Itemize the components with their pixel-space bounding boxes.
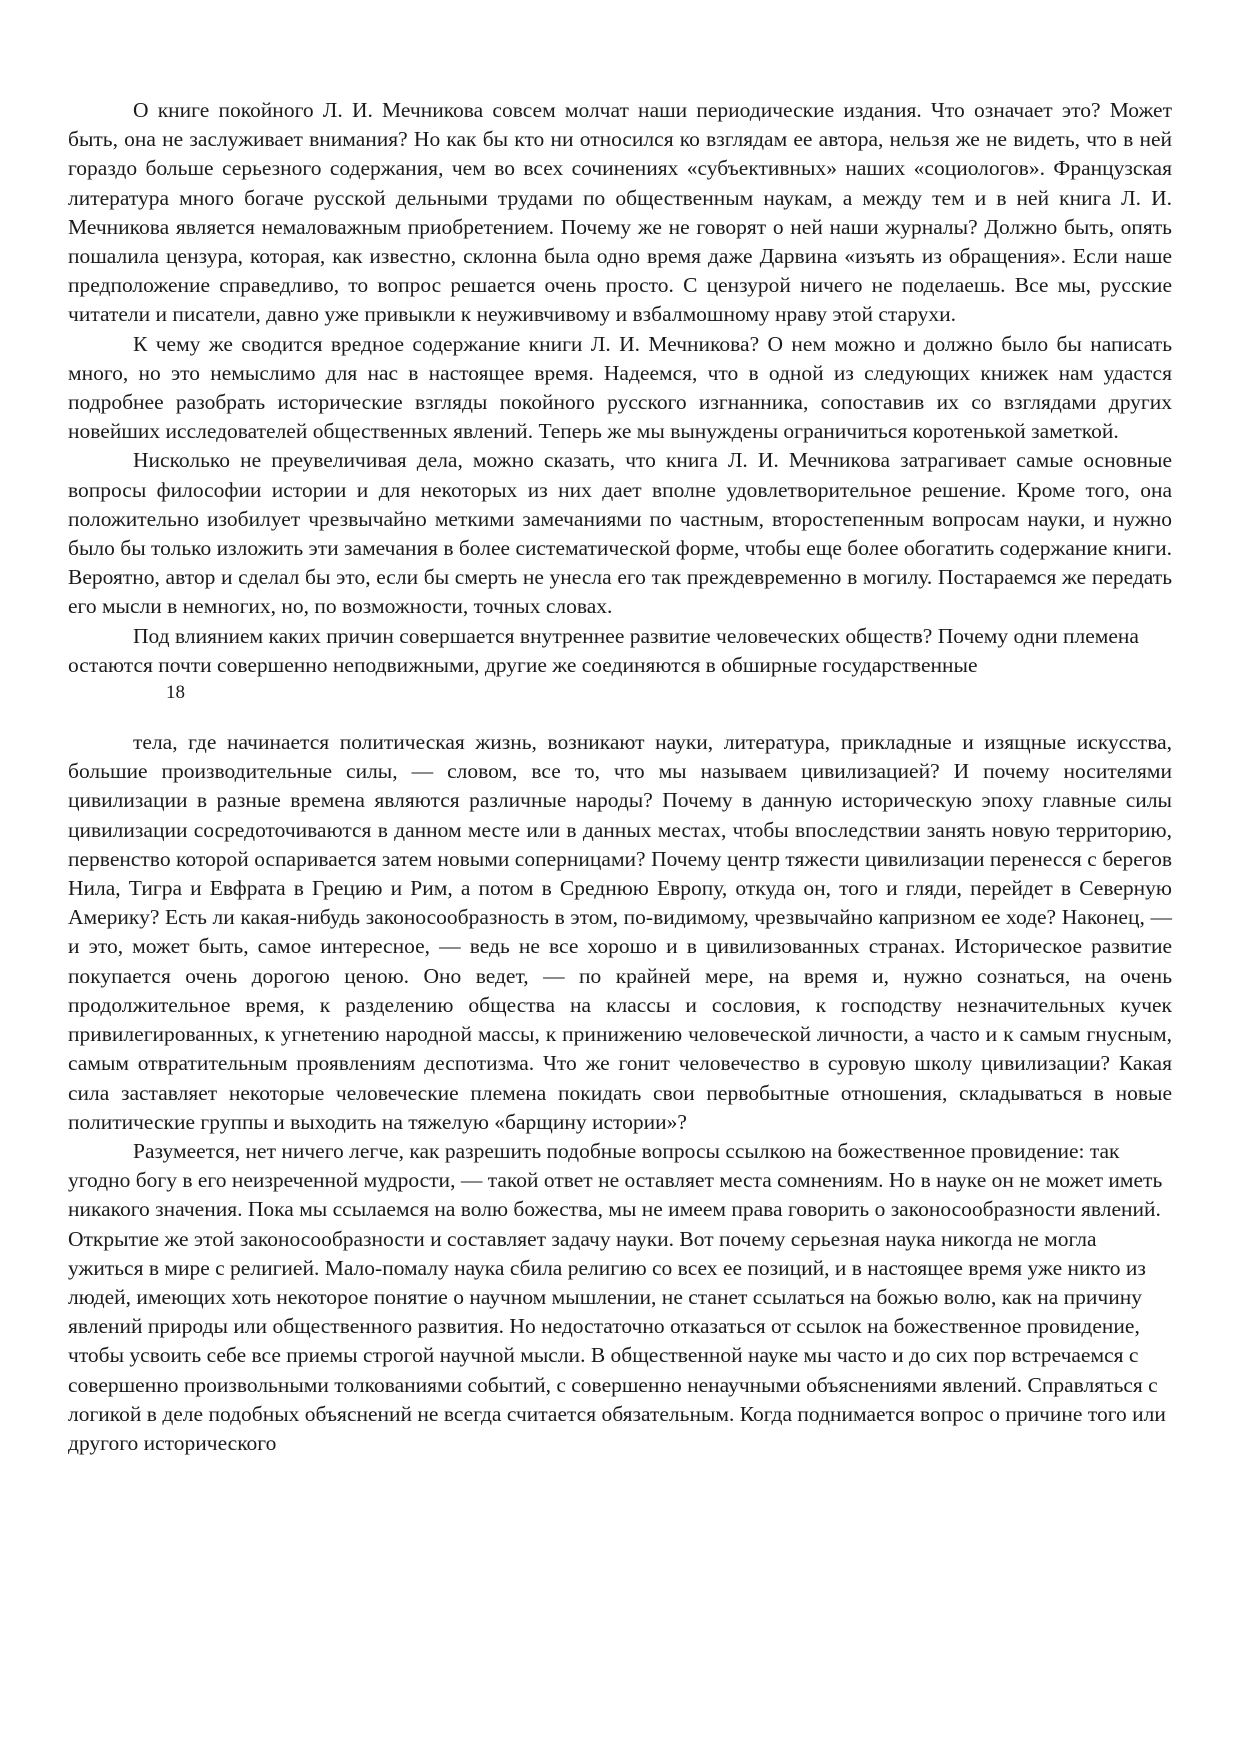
paragraph-6: Разумеется, нет ничего легче, как разрешить подобные вопросы ссылкою на божественное провидение: так угодно богу в его неизреченной мудрости, — такой ответ не оставляет места сомнениям. Но в науке он не может иметь никакого значения. Пока мы ссылаемся на волю божества, мы не имеем права говорить о законосообразности явлений. Открытие же этой законосообразности и составляет задачу науки. Вот почему серьезная наука никогда не могла ужиться в мире с религией. Мало-помалу наука сбила религию со всех ее позиций, и в настоящее время уже никто из людей, имеющих хоть некоторое понятие о научном мышлении, не станет ссылаться на божью волю, как на причину явлений природы или общественного развития. Но недостаточно отказаться от ссылок на божественное провидение, чтобы усвоить себе все приемы строгой научной мысли. В общественной науке мы часто и до сих пор встречаемся с совершенно произвольными толкованиями событий, с совершенно ненаучными объяснениями явлений. Справляться с логикой в деле подобных объяснений не всегда считается обязательным. Когда поднимается вопрос о причине того или другого исторического: [68, 1138, 1166, 1455]
paragraph-5: тела, где начинается политическая жизнь, возникают науки, литература, прикладные и изящные искусства, большие производительные силы, — словом, все то, что мы называем цивилизацией? И почему носителями цивилизации в разные времена являются различные народы? Почему в данную историческую эпоху главные силы цивилизации сосредоточиваются в данном месте или в данных местах, чтобы впоследствии занять новую территорию, первенство которой оспаривается затем новыми соперницами? Почему центр тяжести цивилизации перенесся с берегов Нила, Тигра и Евфрата в Грецию и Рим, а потом в Среднюю Европу, откуда он, того и гляди, перейдет в Северную Америку? Есть ли какая-нибудь законосообразность в этом, по-видимому, чрезвычайно капризном ее ходе? Наконец, — и это, может быть, самое интересное, — ведь не все хорошо и в цивилизованных странах. Историческое развитие покупается очень дорогою ценою. Оно ведет, — по крайней мере, на время и, нужно сознаться, на очень продолжительное время, к разделению общества на классы и сословия, к господству незначительных кучек привилегированных, к угнетению народной массы, к принижению человеческой личности, а часто и к самым гнусным, самым отвратительным проявлениям деспотизма. Что же гонит человечество в суровую школу цивилизации? Какая сила заставляет некоторые человеческие племена покидать свои первобытные отношения, складываться в новые политические группы и выходить на тяжелую «барщину истории»?: [68, 730, 1172, 1134]
paragraph-1: О книге покойного Л. И. Мечникова совсем молчат наши периодические издания. Что означает это? Может быть, она не заслуживает внимания? Но как бы кто ни относился ко взглядам ее автора, нельзя же не видеть, что в ней гораздо больше серьезного содержания, чем во всех сочинениях «субъективных» наших «социологов». Французская литература много богаче русской дельными трудами по общественным наукам, а между тем и в ней книга Л. И. Мечникова является немаловажным приобретением. Почему же не говорят о ней наши журналы? Должно быть, опять пошалила цензура, которая, как известно, склонна была одно время даже Дарвина «изъять из обращения». Если наше предположение справедливо, то вопрос решается очень просто. С цензурой ничего не поделаешь. Все мы, русские читатели и писатели, давно уже привыкли к неуживчивому и взбалмошному нраву этой старухи.: [68, 98, 1172, 327]
paragraph-2: К чему же сводится вредное содержание книги Л. И. Мечникова? О нем можно и должно было бы написать много, но это немыслимо для нас в настоящее время. Надеемся, что в одной из следующих книжек нам удастся подробнее разобрать исторические взгляды покойного русского изгнанника, сопоставив их со взглядами других новейших исследователей общественных явлений. Теперь же мы вынуждены ограничиться коротенькой заметкой.: [68, 331, 1172, 444]
section-bottom: [68, 728, 1172, 1458]
page-number: 18: [166, 682, 185, 704]
paragraph-3: Нисколько не преувеличивая дела, можно сказать, что книга Л. И. Мечникова затрагивает самые основные вопросы философии истории и для некоторых из них дает вполне удовлетворительное решение. Кроме того, она положительно изобилует чрезвычайно меткими замечаниями по частным, второстепенным вопросам науки, и нужно было бы только изложить эти замечания в более систематической форме, чтобы еще более обогатить содержание книги. Вероятно, автор и сделал бы это, если бы смерть не унесла его так преждевременно в могилу. Постараемся же передать его мысли в немногих, но, по возможности, точных словах.: [68, 448, 1172, 619]
paragraph-4: Под влиянием каких причин совершается внутреннее развитие человеческих обществ? Почему одни племена остаются почти совершенно неподвижными, другие же соединяются в обширные государственные: [68, 623, 1139, 677]
section-top: [68, 96, 1172, 680]
document-page: [68, 96, 1172, 1458]
